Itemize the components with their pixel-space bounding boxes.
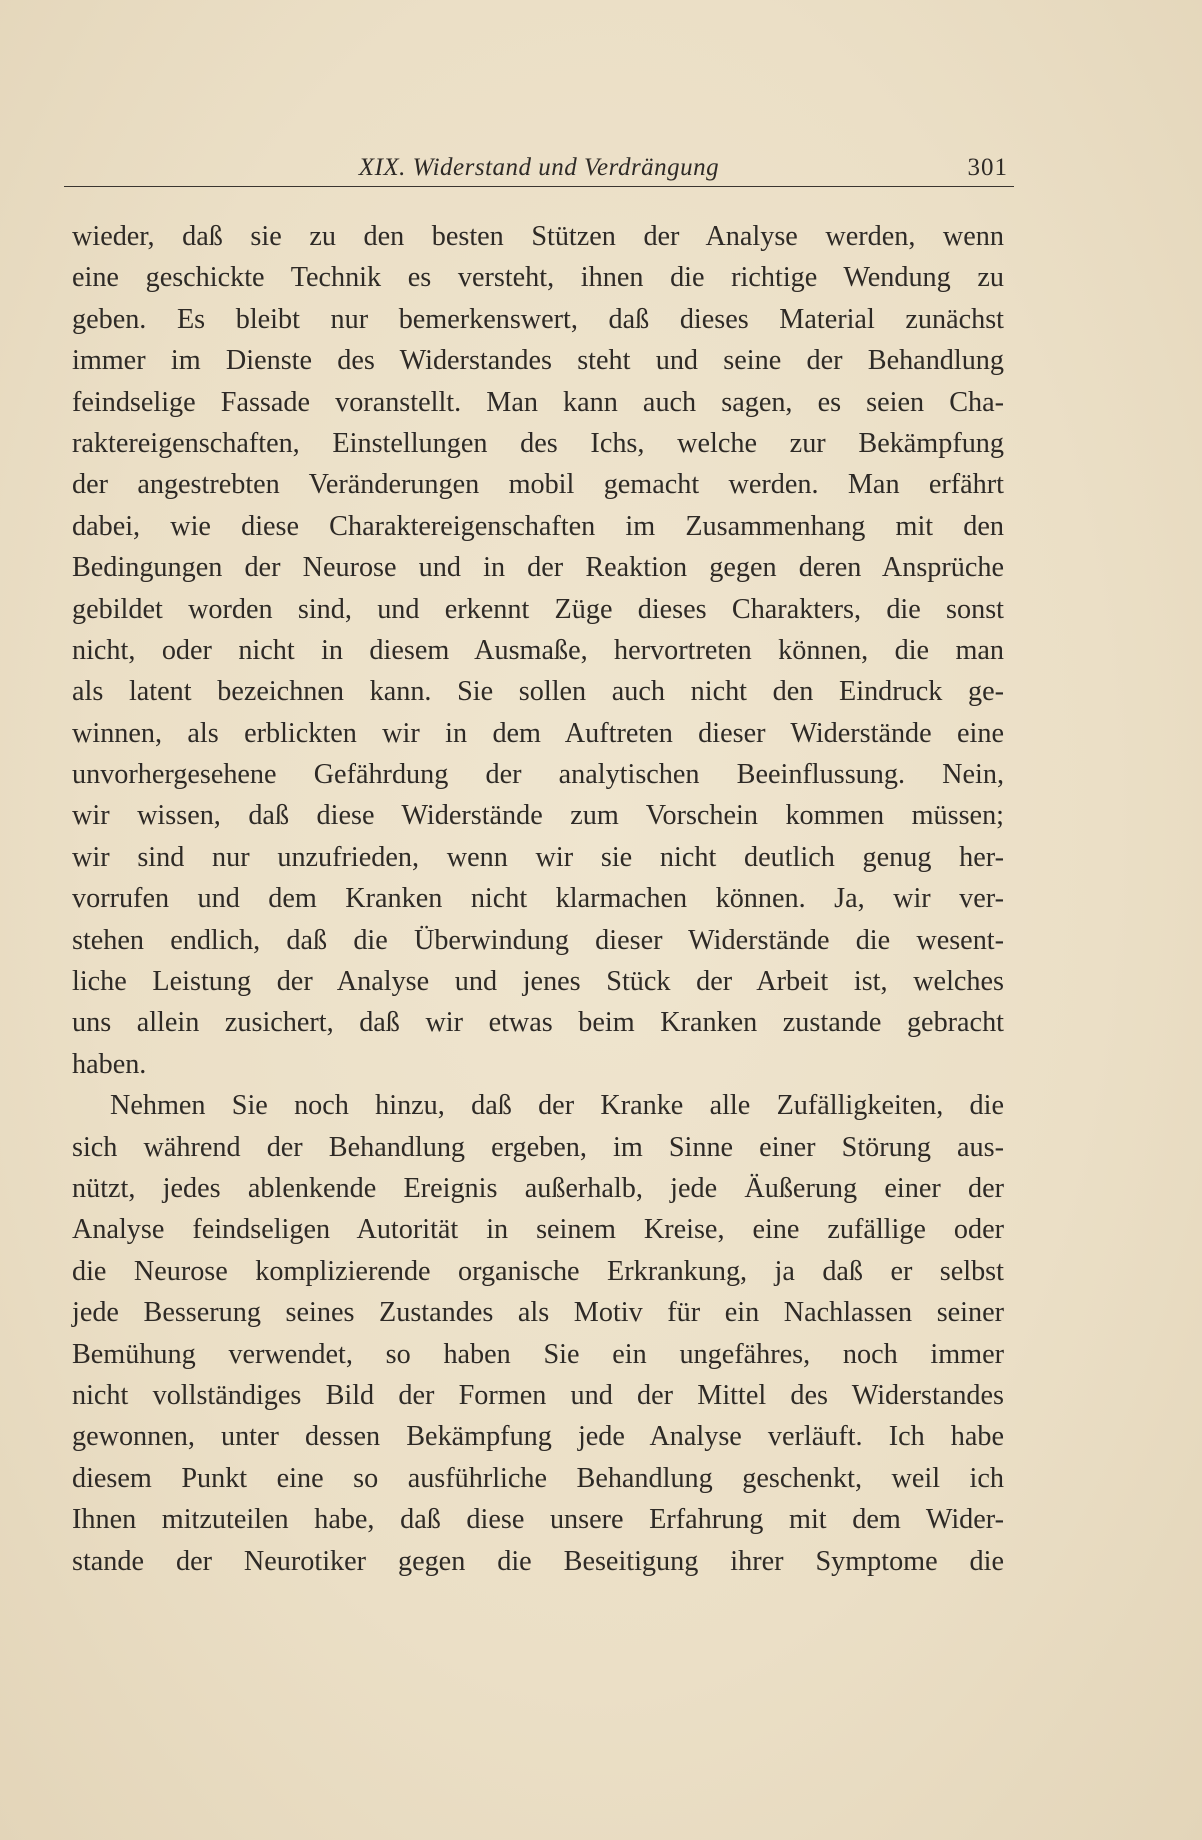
text-line: gewonnen, unter dessen Bekämpfung jede Analyse verläuft. Ich habe: [72, 1421, 1004, 1453]
text-line: jede Besserung seines Zustandes als Motiv für ein Nachlassen seiner: [72, 1297, 1004, 1329]
text-line: sich während der Behandlung ergeben, im Sinne einer Störung aus-: [72, 1131, 1004, 1163]
paragraph-2: [72, 1085, 1004, 1582]
text-line: haben.: [72, 1048, 147, 1080]
text-line: immer im Dienste des Widerstandes steht und seine der Behandlung: [72, 345, 1004, 377]
text-line: dabei, wie diese Charaktereigenschaften im Zusammenhang mit den: [72, 510, 1004, 542]
text-line: als latent bezeichnen kann. Sie sollen auch nicht den Eindruck ge-: [72, 676, 1004, 708]
text-line: feindselige Fassade voranstellt. Man kann auch sagen, es seien Cha-: [72, 386, 1004, 418]
paragraph-1: [72, 216, 1004, 1085]
text-line: gebildet worden sind, und erkennt Züge dieses Charakters, die sonst: [72, 593, 1004, 625]
text-line: vorrufen und dem Kranken nicht klarmachen können. Ja, wir ver-: [72, 883, 1004, 915]
running-head: [64, 150, 1014, 187]
text-line: wir wissen, daß diese Widerstände zum Vorschein kommen müssen;: [72, 800, 1004, 832]
text-line: nicht, oder nicht in diesem Ausmaße, hervortreten können, die man: [72, 634, 1004, 666]
text-line: geben. Es bleibt nur bemerkenswert, daß dieses Material zunächst: [72, 303, 1004, 335]
text-line: die Neurose komplizierende organische Erkrankung, ja daß er selbst: [72, 1255, 1004, 1287]
chapter-title: XIX. Widerstand und Verdrängung: [358, 154, 720, 181]
text-line: unvorhergesehene Gefährdung der analytischen Beeinflussung. Nein,: [72, 759, 1004, 791]
text-line: raktereigenschaften, Einstellungen des Ichs, welche zur Bekämpfung: [72, 427, 1004, 459]
text-line: stande der Neurotiker gegen die Beseitigung ihrer Symptome die: [72, 1545, 1004, 1577]
text-line: der angestrebten Veränderungen mobil gemacht werden. Man erfährt: [72, 469, 1004, 501]
body-text: [72, 216, 1004, 1582]
text-line: Analyse feindseligen Autorität in seinem Kreise, eine zufällige oder: [72, 1214, 1004, 1246]
text-line: stehen endlich, daß die Überwindung dieser Widerstände die wesent-: [72, 924, 1004, 956]
text-line: Bemühung verwendet, so haben Sie ein ungefähres, noch immer: [72, 1338, 1004, 1370]
text-line: diesem Punkt eine so ausführliche Behandlung geschenkt, weil ich: [72, 1462, 1004, 1494]
text-line: wir sind nur unzufrieden, wenn wir sie nicht deutlich genug her-: [72, 841, 1004, 873]
text-line: Ihnen mitzuteilen habe, daß diese unsere Erfahrung mit dem Wider-: [72, 1504, 1004, 1536]
text-line: winnen, als erblickten wir in dem Auftreten dieser Widerstände eine: [72, 717, 1004, 749]
text-line: wieder, daß sie zu den besten Stützen der Analyse werden, wenn: [72, 221, 1004, 252]
text-line: eine geschickte Technik es versteht, ihnen die richtige Wendung zu: [72, 262, 1004, 294]
text-line: Nehmen Sie noch hinzu, daß der Kranke alle Zufälligkeiten, die: [110, 1090, 1004, 1122]
text-line: liche Leistung der Analyse und jenes Stück der Arbeit ist, welches: [72, 966, 1004, 998]
text-line: uns allein zusichert, daß wir etwas beim Kranken zustande gebracht: [72, 1007, 1004, 1039]
text-line: nicht vollständiges Bild der Formen und der Mittel des Widerstandes: [72, 1379, 1004, 1411]
page-number: 301: [967, 154, 1008, 181]
text-line: nützt, jedes ablenkende Ereignis außerhalb, jede Äußerung einer der: [72, 1172, 1004, 1204]
text-line: Bedingungen der Neurose und in der Reaktion gegen deren Ansprüche: [72, 552, 1004, 584]
